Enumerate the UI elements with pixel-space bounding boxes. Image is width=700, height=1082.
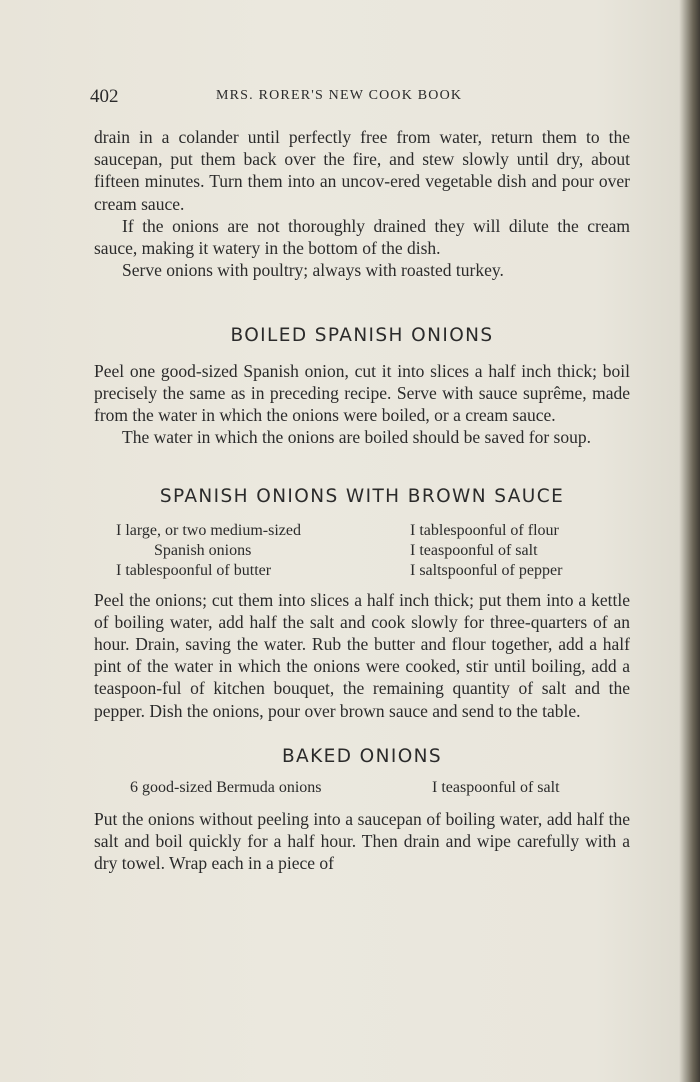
page-header [90, 86, 630, 110]
recipe-title: BAKED ONIONS [281, 745, 443, 767]
ingredient: I saltspoonful of pepper [410, 561, 563, 579]
ingredient: I tablespoonful of butter [116, 561, 272, 579]
paragraph: If the onions are not thoroughly drained they will dilute the cream sauce, making it watery in the bottom of the dish. [94, 215, 630, 259]
ingredient-list [94, 521, 630, 581]
paragraph: drain in a colander until perfectly free from water, return them to the saucepan, put them back over the fire, and stew slowly until dry, about fifteen minutes. Turn them into an uncov-ered vegetable dish and pour over cream sauce. [94, 127, 630, 214]
recipe-title: BOILED SPANISH ONIONS [230, 325, 494, 347]
paragraph: The water in which the onions are boiled should be saved for soup. [122, 427, 591, 448]
paragraph: Peel the onions; cut them into slices a half inch thick; put them into a kettle of boiling water, add half the salt and cook slowly for three-quarters of an hour. Drain, saving the water. Rub the butter and flour together, add a half pint of the water in which the onions were cooked, stir until boiling, add a teaspoon-ful of kitchen bouquet, the remaining quantity of salt and the pepper. Dish the onions, pour over brown sauce and send to the table. [94, 589, 630, 721]
ingredient: I teaspoonful of salt [410, 541, 538, 559]
ingredient: 6 good-sized Bermuda onions [130, 779, 322, 797]
ingredient-list [94, 778, 630, 798]
running-head: MRS. RORER'S NEW COOK BOOK [216, 88, 463, 103]
paragraph: Put the onions without peeling into a saucepan of boiling water, add half the salt and boil quickly for a half hour. Then drain and wipe carefully with a dry towel. Wrap each in a piece of [94, 809, 630, 874]
paragraph: Peel one good-sized Spanish onion, cut it into slices a half inch thick; boil precisely the same as in preceding recipe. Serve with sauce suprême, made from the water in which the onions were boiled, or a cream sauce. [94, 360, 630, 426]
paragraph: Serve onions with poultry; always with roasted turkey. [122, 260, 504, 281]
ingredient: Spanish onions [154, 541, 252, 559]
ingredient: I tablespoonful of flour [410, 521, 559, 539]
page-body [94, 126, 630, 875]
ingredient: I teaspoonful of salt [432, 779, 560, 797]
recipe-title: SPANISH ONIONS WITH BROWN SAUCE [159, 486, 565, 508]
page-number: 402 [90, 86, 119, 107]
ingredient: I large, or two medium-sized [116, 521, 301, 539]
